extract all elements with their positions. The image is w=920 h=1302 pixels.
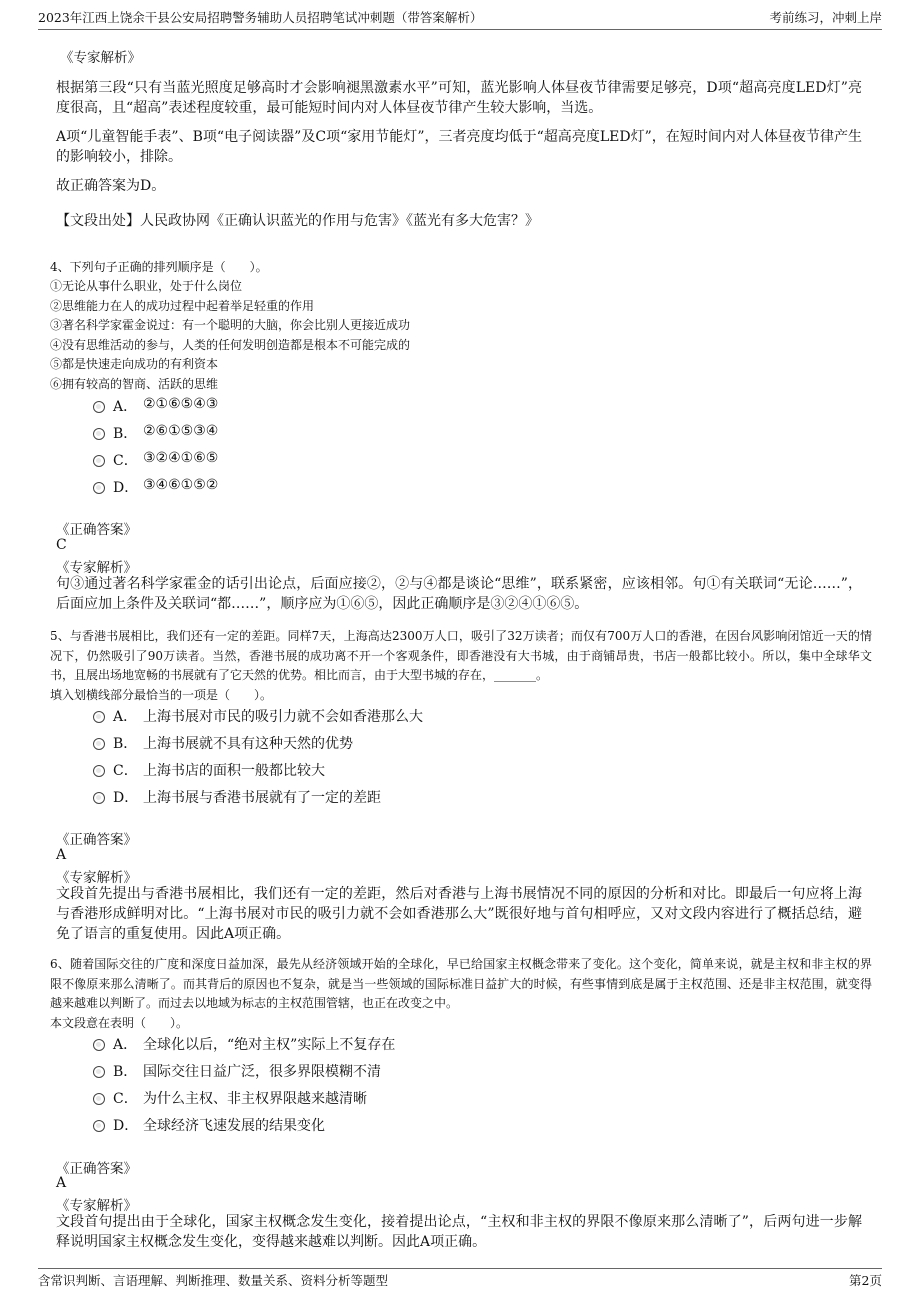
q4-analysis-label: 《专家解析》 [56,560,137,576]
q6-prompt: 本文段意在表明（ ）。 [50,1016,189,1030]
radio-icon[interactable] [93,428,105,440]
q6-analysis-label: 《专家解析》 [56,1198,137,1214]
radio-icon[interactable] [93,1066,105,1078]
q6-stem: 6、随着国际交往的广度和深度日益加深，最先从经济领域开始的全球化，早已给国家主权概念带来了变化。这个变化，简单来说，就是主权和非主权的界限不像原来那么清晰了。而其背后的原因也不复杂，就是当一些领域的国际标准日益扩大的时候，有些事情到底是属于主权范围、还是非主权范围，就变得越来越难以判断了。而过去以地域为标志的主权范围管辖，也正在改变之中。 [50,957,872,1011]
radio-icon[interactable] [93,792,105,804]
radio-icon[interactable] [93,711,105,723]
q3-analysis-p2: A项“儿童智能手表”、B项“电子阅读器”及C项“家用节能灯”，三者亮度均低于“超高亮度LED灯”，在短时间内对人体昼夜节律产生的影响较小，排除。 [56,129,862,165]
q5-analysis: 文段首先提出与香港书展相比，我们还有一定的差距，然后对香港与上海书展情况不同的原因的分析和对比。即最后一句应将上海与香港形成鲜明对比。“上海书展对市民的吸引力就不会如香港那么大”既很好地与首句相呼应，又对文段内容进行了概括总结，避免了语言的重复使用。因此A项正确。 [56,886,862,942]
page-footer [38,1268,882,1288]
page-header [38,8,882,30]
header-slogan: 考前练习，冲刺上岸 [769,10,882,25]
q3-analysis-p3: 故正确答案为D。 [56,178,166,194]
q4-sentence-5: ⑤都是快速走向成功的有利资本 [50,357,219,371]
radio-icon[interactable] [93,455,105,467]
q4-answer-label: 《正确答案》 [56,522,137,538]
q5-analysis-label: 《专家解析》 [56,870,137,886]
footer-note: 含常识判断、言语理解、判断推理、数量关系、资料分析等题型 [38,1273,389,1288]
q4-sentence-3: ③著名科学家霍金说过：有一个聪明的大脑，你会比别人更接近成功 [50,318,411,332]
q6-answer-label: 《正确答案》 [56,1161,137,1177]
q6-answer: A [56,1175,67,1191]
radio-icon[interactable] [93,765,105,777]
radio-icon[interactable] [93,1039,105,1051]
radio-icon[interactable] [93,482,105,494]
q3-analysis-p1: 根据第三段“只有当蓝光照度足够高时才会影响褪黑激素水平”可知，蓝光影响人体昼夜节律需要足够亮，D项“超高亮度LED灯”亮度很高，且“超高”表述程度较重，最可能短时间内对人体昼夜节律产生较大影响，当选。 [56,80,862,116]
q4-sentence-1: ①无论从事什么职业，处于什么岗位 [50,279,243,293]
q4-sentence-4: ④没有思维活动的参与，人类的任何发明创造都是根本不可能完成的 [50,338,411,352]
radio-icon[interactable] [93,1120,105,1132]
q4-answer: C [56,537,67,553]
radio-icon[interactable] [93,401,105,413]
q4-sentence-2: ②思维能力在人的成功过程中起着举足轻重的作用 [50,299,315,313]
page-number: 第2页 [849,1273,882,1288]
q5-answer-label: 《正确答案》 [56,832,137,848]
q3-analysis-label: 《专家解析》 [60,50,141,66]
q4-sentence-6: ⑥拥有较高的智商、活跃的思维 [50,377,219,391]
radio-icon[interactable] [93,1093,105,1105]
q3-source: 【文段出处】人民政协网《正确认识蓝光的作用与危害》《蓝光有多大危害？》 [56,213,539,229]
q4-analysis: 句③通过著名科学家霍金的话引出论点，后面应接②，②与④都是谈论“思维”，联系紧密，应该相邻。句①有关联词“无论……”，后面应加上条件及关联词“都……”，顺序应为①⑥⑤，因此正确顺序是③②④①⑥⑤。 [56,576,862,612]
document-title: 2023年江西上饶余干县公安局招聘警务辅助人员招聘笔试冲刺题（带答案解析） [38,10,483,25]
q5-answer: A [56,847,67,863]
q5-prompt: 填入划横线部分最恰当的一项是（ ）。 [50,688,273,702]
q4-stem: 4、下列句子正确的排列顺序是（ ）。 [50,260,268,274]
radio-icon[interactable] [93,738,105,750]
q5-stem: 5、与香港书展相比，我们还有一定的差距。同样7天，上海高达2300万人口，吸引了32万读者；而仅有700万人口的香港，在因台风影响闭馆近一天的情况下，仍然吸引了90万读者。当然，香港书展的成功离不开一个客观条件，即香港没有大书城，由于商铺昂贵，书店一般都比较小。所以，集中全球华文书，且展出场地宽畅的书展就有了它天然的优势。相比而言，由于大型书城的存在，_______。 [50,629,872,683]
q6-analysis: 文段首句提出由于全球化，国家主权概念发生变化，接着提出论点，“主权和非主权的界限不像原来那么清晰了”，后两句进一步解释说明国家主权概念发生变化，变得越来越难以判断。因此A项正确。 [56,1214,862,1250]
